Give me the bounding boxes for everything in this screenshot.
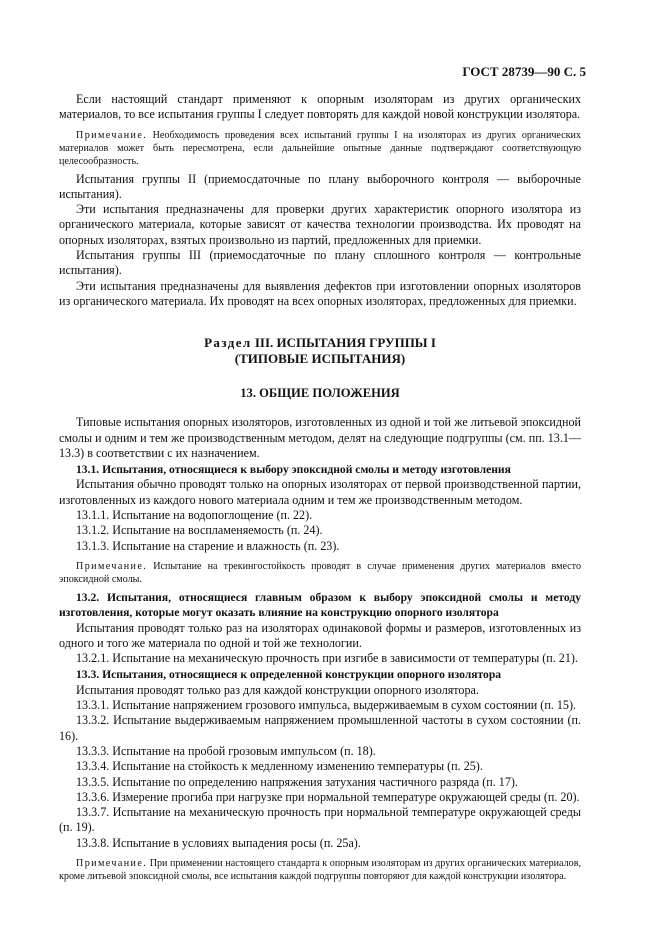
paragraph: Испытания проводят только раз на изоляторах одинаковой формы и размеров, изготовленных из одного и того же материала по одной и той же технологии. (59, 620, 581, 650)
paragraph: Испытания группы III (приемосдаточные по плану сплошного контроля — контрольные испытания). (59, 248, 581, 278)
list-item: 13.3.3. Испытание на пробой грозовым импульсом (п. 18). (76, 743, 376, 758)
section-title-line1: III. ИСПЫТАНИЯ ГРУППЫ I (254, 335, 436, 351)
list-item: 13.3.6. Измерение прогиба при нагрузке при нормальной температуре окружающей среды (п. 20). (76, 789, 580, 804)
clause-heading: 13.2. Испытания, относящиеся главным образом к выбору эпоксидной смолы и методу изготовления, которые могут оказать влияние на конструкцию опорного изолятора (59, 590, 581, 620)
list-item: 13.3.4. Испытание на стойкость к медленному изменению температуры (п. 25). (76, 759, 483, 774)
note (59, 857, 581, 883)
list-item: 13.1.2. Испытание на воспламеняемость (п. 24). (76, 523, 323, 538)
subsection-title: 13. ОБЩИЕ ПОЛОЖЕНИЯ (240, 386, 400, 401)
section-title-line2: (ТИПОВЫЕ ИСПЫТАНИЯ) (234, 351, 406, 367)
note-label: Примечание. (76, 857, 148, 869)
paragraph: Если настоящий стандарт применяют к опорным изоляторам из других органических материалов, то все испытания группы I следует повторять для каждой новой конструкции изолятора. (59, 92, 581, 122)
list-item: 13.2.1. Испытание на механическую прочность при изгибе в зависимости от температуры (п. 21). (76, 651, 578, 666)
paragraph: Эти испытания предназначены для выявления дефектов при изготовлении опорных изоляторов из органического материала. Их проводят на всех опорных изоляторах, предложенных для приемки. (59, 278, 581, 308)
page-header: ГОСТ 28739—90 С. 5 (462, 64, 586, 79)
list-item: 13.3.8. Испытание в условиях выпадения росы (п. 25а). (76, 835, 361, 850)
clause-heading: 13.1. Испытания, относящиеся к выбору эпоксидной смолы и методу изготовления (76, 463, 511, 477)
list-item: 13.1.3. Испытание на старение и влажность (п. 23). (76, 538, 340, 553)
list-item: 13.3.2. Испытание выдерживаемым напряжением промышленной частоты в сухом состоянии (п. 16). (59, 713, 581, 743)
note-label: Примечание. (76, 560, 148, 572)
note (59, 129, 581, 168)
paragraph: Испытания обычно проводят только на опорных изоляторах от первой производственной партии, изготовленных из каждого нового материала одним и тем же производственным методом. (59, 477, 581, 507)
note (59, 560, 581, 586)
note-text: Испытание на трекингостойкость проводят в случае применения других материалов вместо эпоксидной смолы. (59, 560, 581, 585)
list-item: 13.3.5. Испытание по определению напряжения затухания частичного разряда (п. 17). (76, 774, 518, 789)
paragraph: Испытания проводят только раз для каждой конструкции опорного изолятора. (76, 682, 479, 697)
section-title (59, 335, 581, 367)
list-item: 13.3.1. Испытание напряжением грозового импульса, выдерживаемым в сухом состоянии (п. 15). (76, 698, 576, 713)
page-content (59, 92, 581, 887)
list-item: 13.1.1. Испытание на водопоглощение (п. 22). (76, 508, 313, 523)
paragraph: Испытания группы II (приемосдаточные по плану выборочного контроля — выборочные испытания). (59, 171, 581, 201)
clause-heading: 13.3. Испытания, относящиеся к определенной конструкции опорного изолятора (76, 668, 502, 682)
section-label: Раздел (204, 335, 252, 351)
paragraph: Типовые испытания опорных изоляторов, изготовленных из одной и той же литьевой эпоксидной смолы и одним и тем же производственным методом, делят на следующие подгруппы (см. пп. 13.1—13.3) в соответствии с их назначением. (59, 415, 581, 460)
paragraph: Эти испытания предназначены для проверки других характеристик опорного изолятора из органического материала, которые зависят от качества технологии производства. Их проводят на опорных изоляторах, взятых произвольно из партий, предложенных для приемки. (59, 202, 581, 247)
note-text: Необходимость проведения всех испытаний группы I на изоляторах из других органических материалов может быть пересмотрена, если дальнейшие опытные данные подтверждают соответствующую целесообразность. (59, 129, 581, 167)
note-text: При применении настоящего стандарта к опорным изоляторам из других органических материалов, кроме литьевой эпоксидной смолы, все испытания каждой подгруппы повторяют для каждой конструкции изолятора. (59, 857, 581, 882)
list-item: 13.3.7. Испытание на механическую прочность при нормальной температуре окружающей среды (п. 19). (59, 805, 581, 835)
note-label: Примечание. (76, 129, 148, 141)
